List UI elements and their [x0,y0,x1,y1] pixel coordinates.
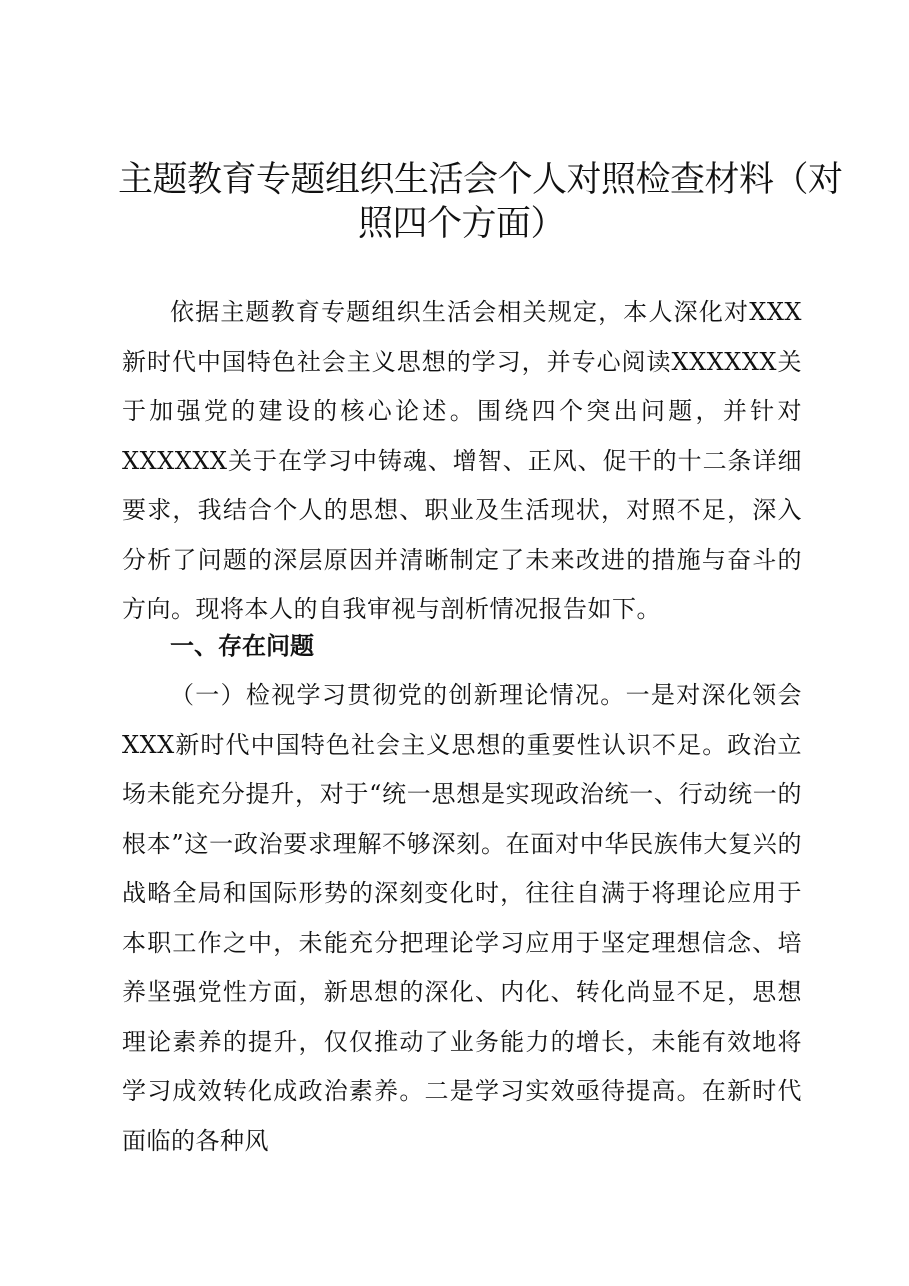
document-title [118,158,843,246]
problem-paragraph-1: （一）检视学习贯彻党的创新理论情况。一是对深化领会XXX新时代中国特色社会主义思想的重要性认识不足。政治立场未能充分提升，对于“统一思想是实现政治统一、行动统一的根本”这一政治要求理解不够深刻。在面对中华民族伟大复兴的战略全局和国际形势的深刻变化时，往往自满于将理论应用于本职工作之中，未能充分把理论学习应用于坚定理想信念、培养坚强党性方面，新思想的深化、内化、转化尚显不足，思想理论素养的提升，仅仅推动了业务能力的增长，未能有效地将学习成效转化成政治素养。二是学习实效亟待提高。在新时代面临的各种风 [122,681,802,1155]
section-heading-problems: 一、存在问题 [170,632,314,660]
title-line-2: 照四个方面） [358,204,566,244]
title-line-1: 主题教育专题组织生活会个人对照检查材料（对 [118,160,843,200]
intro-paragraph: 依据主题教育专题组织生活会相关规定，本人深化对XXX新时代中国特色社会主义思想的学习，并专心阅读XXXXXX关于加强党的建设的核心论述。围绕四个突出问题，并针对XXXXXX关于在学习中铸魂、增智、正风、促干的十二条详细要求，我结合个人的思想、职业及生活现状，对照不足，深入分析了问题的深层原因并清晰制定了未来改进的措施与奋斗的方向。现将本人的自我审视与剖析情况报告如下。 [122,298,802,623]
